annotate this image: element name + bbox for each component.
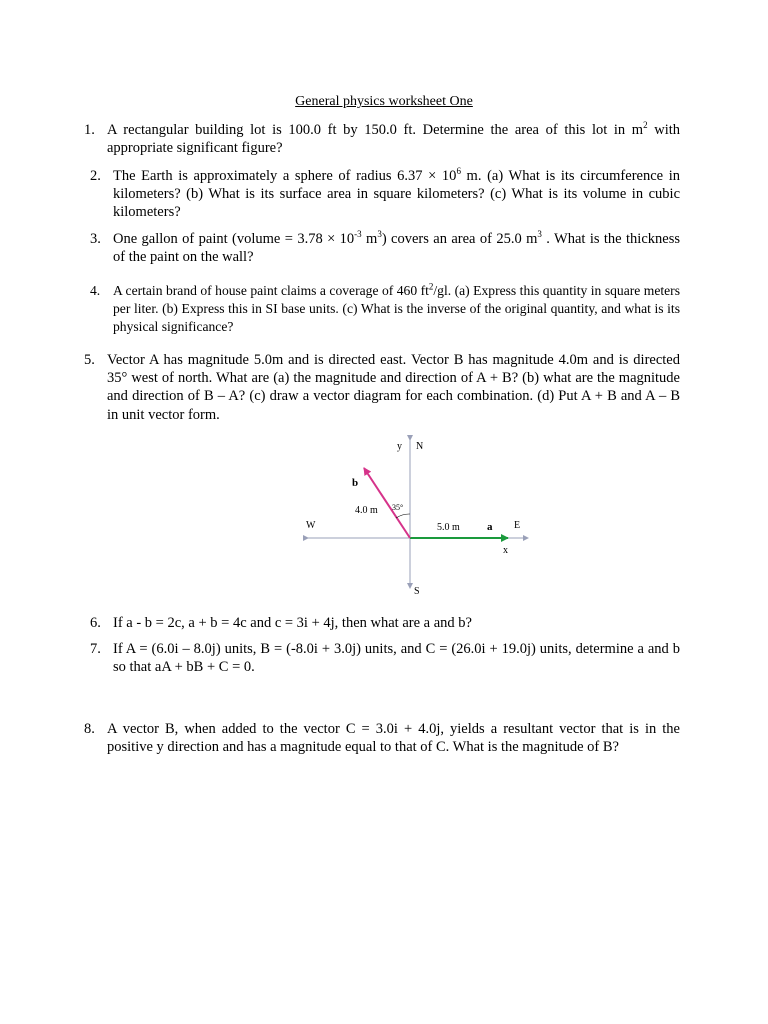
question-7 [84, 640, 680, 676]
question-number: 4. [90, 283, 101, 298]
angle-label: 35° [392, 503, 404, 512]
question-6 [84, 614, 680, 632]
question-text: The Earth is approximately a sphere of radius $6.37 \times 10^6$ m. (a) What is its circumference in kilometers? (b) What is its surface area in square kilometers? (c) What is its volume in cubic kilometers? [113, 166, 680, 221]
axis-y-label: y [397, 441, 402, 452]
question-number: 1. [84, 122, 95, 138]
axis-s-label: S [414, 586, 420, 597]
vector-a-magnitude: 5.0 m [437, 522, 460, 533]
question-number: 8. [84, 721, 95, 737]
question-2 [84, 167, 680, 222]
question-4 [84, 282, 680, 335]
question-5 [84, 351, 680, 424]
axis-n-label: N [416, 441, 424, 452]
axis-x-label: x [503, 545, 508, 556]
question-8 [84, 720, 680, 756]
question-text: A vector B, when added to the vector C = 3.0i + 4.0j, yields a resultant vector that is in the positive y direction and has a magnitude equal to that of C. What is the magnitude of B? [107, 721, 680, 756]
question-text: A rectangular building lot is 100.0 ft by 150.0 ft. Determine the area of this lot in $m^2$ with appropriate significant figure? [107, 120, 681, 157]
vector-a-label: a [487, 521, 493, 533]
vector-b-label: b [352, 477, 359, 489]
angle-arc [396, 514, 410, 518]
question-text: One gallon of paint (volume = $3.78 \times 10^{-3}$ $m^3$) covers an area of 25.0 $m^3$ . What is the thickness of the paint on the wall? [113, 229, 680, 266]
question-number: 6. [90, 615, 101, 631]
question-text: If A = (6.0i – 8.0j) units, B = (-8.0i + 3.0j) units, and C = (26.0i + 19.0j) units, determine a and b so that aA + bB + C = 0. [113, 641, 680, 676]
question-text: Vector A has magnitude 5.0m and is directed east. Vector B has magnitude 4.0m and is directed 35° west of north. What are (a) the magnitude and direction of A + B? (b) what are the magnitude and direction of B – A? (c) draw a vector diagram for each combination. (d) Put A + B and A – B in unit vector form. [107, 352, 680, 423]
vector-diagram [296, 432, 536, 602]
vector-diagram-svg [296, 432, 536, 602]
vector-b-magnitude: 4.0 m [355, 505, 378, 516]
question-number: 3. [90, 231, 101, 247]
question-number: 2. [90, 168, 101, 184]
question-number: 5. [84, 352, 95, 368]
question-3 [84, 230, 680, 266]
question-1 [84, 121, 680, 157]
page-title: General physics worksheet One [295, 94, 473, 109]
axis-e-label: E [514, 520, 521, 531]
question-text: A certain brand of house paint claims a coverage of 460 $ft^2/gl$. (a) Express this quantity in square meters per liter. (b) Express this in SI base units. (c) What is the inverse of the original quantity, and what is its physical significance? [113, 281, 680, 334]
question-text: If a - b = 2c, a + b = 4c and c = 3i + 4j, then what are a and b? [113, 615, 472, 631]
axis-w-label: W [306, 520, 316, 531]
question-number: 7. [90, 641, 101, 657]
